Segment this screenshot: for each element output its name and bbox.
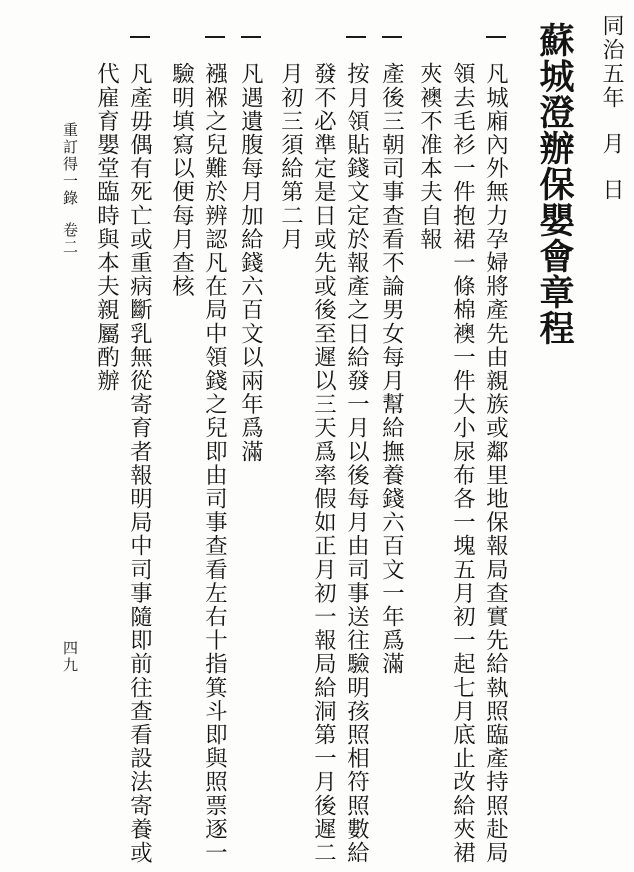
date-era: 同治五年 [599, 14, 624, 110]
article-5-bullet [130, 36, 150, 38]
article-2-bullet [382, 36, 402, 38]
article-4-line-1: 襁褓之兒難於辨認凡在局中領錢之兒即由司事查看左右十指箕斗即與照票逐一 [201, 62, 228, 865]
article-1-line-2: 領去毛衫一件抱裙一條棉襖一件大小尿布各一塊五月初一起七月底止改給夾裙 [449, 62, 476, 865]
article-3-line-1: 凡遇遺腹每月加給錢六百文以兩年爲滿 [237, 62, 264, 464]
article-4-bullet [205, 36, 225, 38]
article-1-line-1: 凡城廂內外無力孕婦將產先由親族或鄰里地保報局查實先給執照臨產持照赴局 [482, 62, 509, 865]
article-2-line-3: 發不必準定是日或先或後至遲以三天爲率假如正月初一報局給洞第一月後遲二 [310, 62, 337, 865]
book-title: 重訂得一錄 [61, 122, 79, 207]
article-2-line-4: 月初三須給第二月 [277, 62, 304, 251]
article-1-line-3: 夾襖不准本夫自報 [416, 62, 443, 251]
date-line [600, 14, 622, 202]
article-5-line-2: 代雇育嬰堂臨時與本夫親屬酌辦 [93, 62, 120, 393]
volume-label: 卷二 [61, 222, 79, 256]
date-month: 月 [599, 132, 624, 156]
article-2-bullet-sub [346, 36, 366, 38]
article-4-line-2: 驗明填寫以便每月查核 [168, 62, 195, 298]
article-3-bullet [241, 36, 261, 38]
page-number: 四九 [61, 640, 79, 674]
date-day: 日 [599, 178, 624, 202]
article-2-line-1: 產後三朝司事查看不論男女每月幫給撫養錢六百文一年爲滿 [378, 62, 405, 676]
article-2-line-2: 按月領貼錢文定於報產之日給發一月以後每月由司事送往驗明孩照相符照數給 [343, 62, 370, 865]
page-title: 蘇城澄辦保嬰會章程 [534, 22, 575, 346]
article-1-bullet [486, 36, 506, 38]
article-5-line-1: 凡產毋偶有死亡或重病斷乳無從寄育者報明局中司事隨即前往查看設法寄養或 [126, 62, 153, 865]
